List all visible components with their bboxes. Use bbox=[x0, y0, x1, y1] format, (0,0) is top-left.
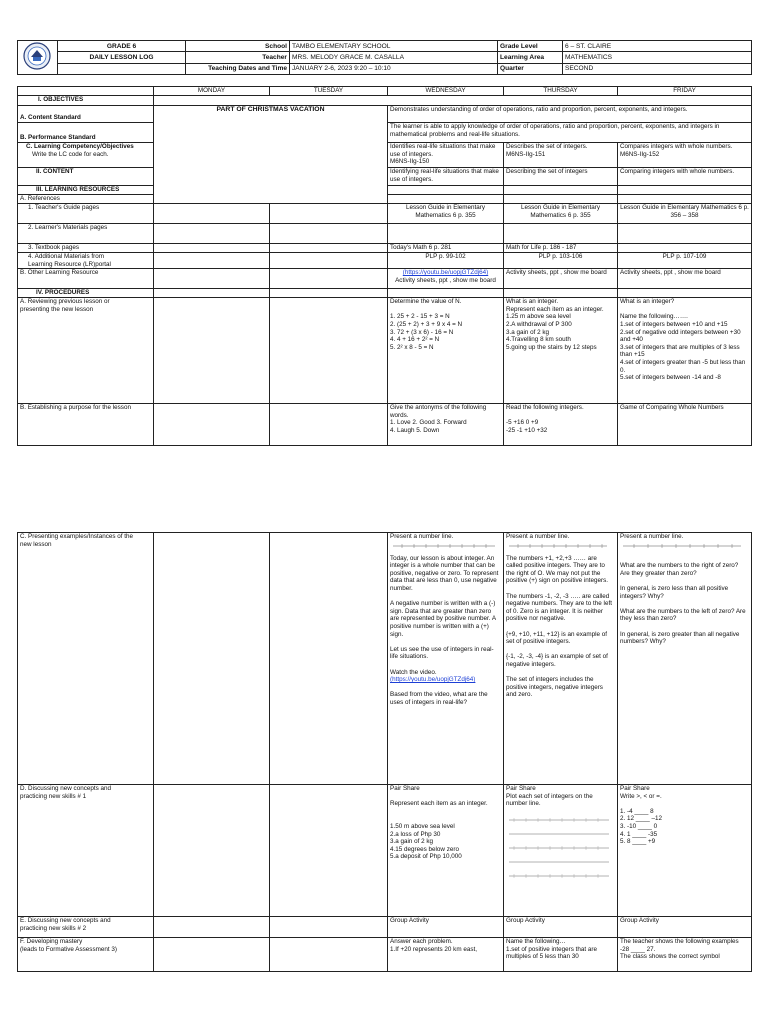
video-link[interactable]: (https://youtu.be/uopjGTZdj64) bbox=[402, 269, 489, 277]
textbook-label: 3. Textbook pages bbox=[18, 244, 154, 253]
additional-materials-label: 4. Additional Materials from Learning Resource (LR)portal bbox=[18, 253, 154, 269]
proc-e-friday: Group Activity bbox=[618, 917, 752, 938]
dates-value: JANUARY 2-6, 2023 9:20 – 10:10 bbox=[290, 63, 498, 74]
proc-b-label: B. Establishing a purpose for the lesson bbox=[18, 404, 154, 446]
competency-friday: Compares integers with whole numbers. M6NS-IIg-152 bbox=[618, 143, 752, 168]
grade-level-value: 6 – ST. CLAIRE bbox=[563, 41, 752, 52]
performance-standard-text: The learner is able to apply knowledge of order of operations, ratio and proportion, percent, exponents, and integers in mathematical problems and real-life situations. bbox=[388, 123, 752, 143]
proc-c-thursday: Present a number line. The numbers +1, +2,+3 …… are called positive integers. They are to the right of O. We may not put the positive (+) sign on positive integers. The numbers -1, -2, -3 ….. are called negative numbers. They are to the left of 0. Zero is an integer. It is neither positive nor negative. {+9, +10, +11, +12} is an example of set of positive integers. {-1, -2, -3, -4} is an example of set of negative integers. The set of integers includes the positive integers, negative integers and zero. bbox=[504, 533, 618, 785]
tg-thursday: Lesson Guide in Elementary Mathematics 6 p. 355 bbox=[504, 204, 618, 224]
tg-wednesday: Lesson Guide in Elementary Mathematics 6 p. 355 bbox=[388, 204, 504, 224]
proc-f-wednesday: Answer each problem. 1.If +20 represents 20 km east, bbox=[388, 938, 504, 972]
dates-label: Teaching Dates and Time bbox=[186, 63, 290, 74]
teacher-label: Teacher bbox=[186, 52, 290, 63]
proc-d-thursday: Pair Share Plot each set of integers on the number line. bbox=[504, 785, 618, 917]
proc-a-friday: What is an integer? Name the following……. 1.set of integers between +10 and +15 2.set of negative odd integers between +30 and +40 3.set of integers that are multiples of 3 less than +15 4.set of integers greater than -5 but less than 0. 5.set of integers between -14 and -8 bbox=[618, 298, 752, 404]
other-wednesday: (https://youtu.be/uopjGTZdj64) Activity sheets, ppt , show me board bbox=[388, 269, 504, 289]
objectives-heading: I. OBJECTIVES bbox=[18, 96, 154, 106]
proc-c-label: C. Presenting examples/Instances of the new lesson bbox=[18, 533, 154, 785]
proc-f-thursday: Name the following… 1.set of positive integers that are multiples of 5 less than 30 bbox=[504, 938, 618, 972]
other-resource-label: B. Other Learning Resource bbox=[18, 269, 154, 289]
additional-wednesday: PLP p. 99-102 bbox=[388, 253, 504, 269]
competency-thursday: Describes the set of integers. M6NS-IIg-151 bbox=[504, 143, 618, 168]
resources-heading: III. LEARNING RESOURCES bbox=[18, 186, 154, 195]
number-line-worksheet-image bbox=[506, 808, 615, 891]
proc-a-thursday: What is an integer. Represent each item as an integer. 1.25 m above sea level 2.A withdrawal of P 300 3.a gain of 2 kg 4.Travelling 8 km south 5.going up the stairs by 12 steps bbox=[504, 298, 618, 404]
day-header-tuesday: TUESDAY bbox=[270, 87, 388, 96]
grade-title: GRADE 6 bbox=[58, 41, 186, 52]
lesson-log-table-page-1 bbox=[17, 86, 752, 446]
proc-b-friday: Game of Comparing Whole Numbers bbox=[618, 404, 752, 446]
quarter-label: Quarter bbox=[498, 63, 563, 74]
quarter-value: SECOND bbox=[563, 63, 752, 74]
competency-wednesday: Identifies real-life situations that make use of integers. M6NS-IIg-150 bbox=[388, 143, 504, 168]
competency-label: C. Learning Competency/Objectives Write the LC code for each. bbox=[18, 143, 154, 168]
other-thursday: Activity sheets, ppt , show me board bbox=[504, 269, 618, 289]
day-header-thursday: THURSDAY bbox=[504, 87, 618, 96]
learners-materials-label: 2. Learner's Materials pages bbox=[18, 224, 154, 244]
number-line-image bbox=[390, 542, 501, 552]
proc-b-thursday: Read the following integers. -5 +16 0 +9 -25 -1 +10 +32 bbox=[504, 404, 618, 446]
deped-seal-icon bbox=[18, 41, 56, 71]
day-header-monday: MONDAY bbox=[154, 87, 270, 96]
content-standard-text: Demonstrates understanding of order of operations, ratio and proportion, percent, exponents, and integers. bbox=[388, 106, 752, 123]
proc-a-label: A. Reviewing previous lesson or presenting the new lesson bbox=[18, 298, 154, 404]
grade-level-label: Grade Level bbox=[498, 41, 563, 52]
content-heading: II. CONTENT bbox=[18, 168, 154, 186]
textbook-thursday: Math for Life p. 186 - 187 bbox=[504, 244, 618, 253]
learning-area-value: MATHEMATICS bbox=[563, 52, 752, 63]
other-friday: Activity sheets, ppt , show me board bbox=[618, 269, 752, 289]
proc-b-wednesday: Give the antonyms of the following words. 1. Love 2. Good 3. Forward 4. Laugh 5. Down bbox=[388, 404, 504, 446]
content-thursday: Describing the set of integers bbox=[504, 168, 618, 186]
content-standard-label: A. Content Standard bbox=[18, 106, 154, 123]
learning-area-label: Learning Area bbox=[498, 52, 563, 63]
number-line-image bbox=[506, 542, 615, 552]
proc-c-wednesday: Present a number line. Today, our lesson is about integer. An integer is a whole number that can be positive, negative or zero. To represent data that are less than 0, use negative number. A negative number is written with a (-) sign. Data that are greater than zero are represented by positive number. A positive number is written with a (+) sign. Let us see the use of integers in real-life situations. Watch the video. (https://youtu.be/uopjGTZdj64) Based from the video, what are the uses of integers in real-life? bbox=[388, 533, 504, 785]
proc-d-wednesday: Pair Share Represent each item as an integer. 1.50 m above sea level 2.a loss of Php 30 3.a gain of 2 kg 4.15 degrees below zero 5.a deposit of Php 10,000 bbox=[388, 785, 504, 917]
performance-standard-label: B. Performance Standard bbox=[18, 123, 154, 143]
day-header-friday: FRIDAY bbox=[618, 87, 752, 96]
additional-friday: PLP p. 107-109 bbox=[618, 253, 752, 269]
content-friday: Comparing integers with whole numbers. bbox=[618, 168, 752, 186]
school-value: TAMBO ELEMENTARY SCHOOL bbox=[290, 41, 498, 52]
proc-d-friday: Pair Share Write >, < or =. 1. -4 ____ 8 2. 12 ____ –12 3. -10 ____ 0 4. 1 ____ -35 5. 8 ____ +9 bbox=[618, 785, 752, 917]
tg-friday: Lesson Guide in Elementary Mathematics 6 p. 356 – 358 bbox=[618, 204, 752, 224]
references-heading: A. References bbox=[18, 195, 154, 204]
teachers-guide-label: 1. Teacher's Guide pages bbox=[18, 204, 154, 224]
vacation-note: PART OF CHRISTMAS VACATION bbox=[154, 106, 388, 204]
school-label: School bbox=[186, 41, 290, 52]
doc-title: DAILY LESSON LOG bbox=[58, 52, 186, 63]
proc-e-wednesday: Group Activity bbox=[388, 917, 504, 938]
deped-seal bbox=[18, 41, 58, 75]
teacher-value: MRS. MELODY GRACE M. CASALLA bbox=[290, 52, 498, 63]
content-wednesday: Identifying real-life situations that make use of integers. bbox=[388, 168, 504, 186]
procedures-heading: IV. PROCEDURES bbox=[18, 289, 154, 298]
proc-e-label: E. Discussing new concepts and practicing new skills # 2 bbox=[18, 917, 154, 938]
number-line-image bbox=[620, 542, 749, 552]
textbook-wednesday: Today's Math 6 p. 281 bbox=[388, 244, 504, 253]
proc-e-thursday: Group Activity bbox=[504, 917, 618, 938]
additional-thursday: PLP p. 103-106 bbox=[504, 253, 618, 269]
proc-d-label: D. Discussing new concepts and practicing new skills # 1 bbox=[18, 785, 154, 917]
lesson-log-header bbox=[17, 40, 752, 75]
day-header-wednesday: WEDNESDAY bbox=[388, 87, 504, 96]
proc-f-label: F. Developing mastery (leads to Formative Assessment 3) bbox=[18, 938, 154, 972]
proc-c-friday: Present a number line. What are the numbers to the right of zero? Are they greater than zero? In general, is zero less than all positive integers? Why? What are the numbers to the left of zero? Are they less than zero? In general, is zero greater than all negative numbers? Why? bbox=[618, 533, 752, 785]
proc-a-wednesday: Determine the value of N. 1. 25 + 2 - 15 + 3 = N 2. (25 + 2) + 3 + 9 x 4 = N 3. 72 + (3 x 6) - 16 = N 4. 4 + 16 + 2² = N 5. 2² x 8 - 5 = N bbox=[388, 298, 504, 404]
proc-f-friday: The teacher shows the following examples -28 ____ 27. The class shows the correct symbol bbox=[618, 938, 752, 972]
video-link-2[interactable]: (https://youtu.be/uopjGTZdj64) bbox=[390, 676, 476, 684]
lesson-log-table-page-2 bbox=[17, 532, 752, 972]
